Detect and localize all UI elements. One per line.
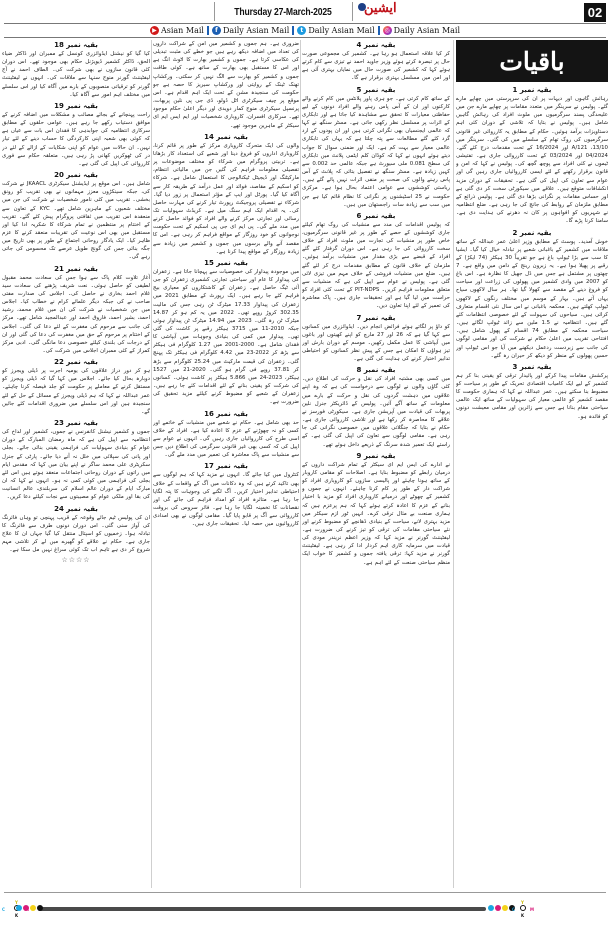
column-1: [2, 40, 150, 888]
section-text: راحت پہنچانے کے بجائے مصائب و مشکلات میں اضافہ کرنے کے موافق دستیاب رکھے جا رہے ہیں۔ عوامی حلقوں کے مطابق سرکاری انتظامیہ کی جوابدہی کا فقدان اس بات سے عیاں ہے کہ کوئی بھی شعبہ اپنی کارکردگی کا حساب دینے کے لئے تیار نہیں۔ ان حالات میں عوام کو اپنی شکایات کے ازالے کے لئے در در کی ٹھوکریں کھانی پڑ رہی ہیں۔ متعلقہ حکام سے فوری کارروائی کی اپیل کی گئی ہے۔: [2, 111, 150, 167]
black-dot: [37, 905, 43, 911]
continuation-9: [302, 451, 450, 567]
social-instagram[interactable]: [383, 26, 460, 35]
facebook-icon: f: [212, 26, 221, 35]
section-heading: بقیہ نمبر 6: [356, 211, 396, 220]
section-text: پرکشش مقامات پیدا کرکے اور پائیدار ترقی کو یقینی بنا کر ہم کشمیر کے لیے ایک کامیاب اقتصادی تحریک کے طور پر سیاحت کو مضبوط بنا سکتے ہیں۔ عمر عبداللہ نے کہا کہ ہماری حکومت کا مقصد کشمیر کو عالمی معیار کی سہولیات کے ساتھ ایک عالمی سیاحتی مقام بنانا ہے جس سے زائرین اور مقامی معیشت دونوں کو فائدہ ہو۔: [456, 372, 608, 420]
section-text: ہو کر دور دراز علاقوں کی یومیہ اجرت پر ڈیلی ویجرز کو دوبارہ بحال کیا جائے۔ اجلاس میں کہا گیا کہ ڈیلی ویجرز کو مستقل کرنے کے معاملے پر حکومت کو جلد فیصلہ کرنا چاہئے۔ عمر عبداللہ نے کہا کہ ہم ڈیلی ویجرز کے مسائل کے حل کے لئے سنجیدہ ہیں اور اس سلسلے میں ضروری اقدامات کئے جائیں گے۔: [2, 368, 150, 415]
section-text: کہ پولیس اقدامات کی مدد سے منشیات کی روک تھام کیلئے جاری کوششوں کے حصے کے طور پر غیر قانونی سرگرمیوں، خاص طور پر منشیات کی تجارت میں ملوث افراد کے خلاف سخت کارروائی کی جا رہی ہے۔ اس دوران گرفتار کئے گئے افراد کے قبضے سے بڑی مقدار میں منشیات برآمد ہوئیں۔ ملزمان کے خلاف قانون کے مطابق مقدمات درج کر لئے گئے ہیں۔ ضلع میں منشیات فروشی کے خلاف مہم میں تیزی لائی گئی ہے۔ پولیس نے عوام سے اپیل کی ہے کہ منشیات سے متعلق معلومات فراہم کریں۔ PIT-NDPS کے تحت کئی افراد کو حراست میں لیا گیا ہے اور تحقیقات جاری ہیں۔ پاک معاشرہ کی تعمیر کے لئے اپنا تعاون دیں۔: [302, 221, 450, 310]
section-text: میں کسی بھی مشتبہ افراد کی نقل و حرکت کی اطلاع دیں۔ کئی گاؤں والوں نے لوگوں سے درخواست کی ہے کہ وہ اپنے علاقوں میں دہشت گردوں کی نقل و حرکت کے بارے میں معلومات کے ساتھ آگے آئیں۔ پولیس کے ڈائریکٹر جنرل نلین پربھات کی قیادت میں آپریشن جاری ہے۔ سیکورٹی فورسز نے علاقے کا محاصرہ کر رکھا ہے اور تلاشی کارروائی جاری ہے۔ حکام نے بتایا کہ جنگلاتی علاقوں میں خصوصی نگرانی کی جا رہی ہے۔ مقامی لوگوں سے تعاون کی اپیل کی گئی ہے۔ کے راستے ایک تعمیر شدہ سرنگ کے ذریعے داخل ہوئے تھے۔: [302, 376, 450, 448]
social-label: Daily Asian Mail: [308, 25, 375, 35]
color-swatches: [488, 905, 515, 911]
section-heading: بقیہ نمبر 17: [204, 462, 248, 471]
logo-text: ایشین: [364, 1, 397, 16]
continuation-6: [302, 211, 450, 311]
color-swatches-left: [16, 905, 43, 911]
twitter-icon: t: [297, 26, 306, 35]
divider: [4, 37, 606, 38]
column-3: [302, 40, 450, 888]
divider: [214, 2, 215, 21]
registration-mark-icon: Y K: [521, 900, 525, 918]
continuation-5: [302, 85, 450, 209]
end-marker: ☆☆☆☆: [61, 556, 91, 565]
section-text: میں موجودہ پیداوار کی خصوصیات سے پہچانا جاتا ہے۔ زعفران کی پیداوار کا عام اور سیاحتی تجارتی کشمیری زعفران کو جی آئی ٹیگ حاصل ہے۔ زعفران کے کاشتکاروں کو معیاری بیج فراہم کئے جا رہے ہیں۔ ایک رپورٹ کے مطابق 2021 میں زعفران کی پیداوار 17.33 میٹرک ٹن رہی جس کی مالیت 302.35 کروڑ روپے تھی۔ 2022 میں یہ کم ہو کر 14.87 میٹرک ٹن رہ گئی۔ 2023 میں 14.94 میٹرک ٹن پیداوار ہوئی جبکہ 2010-11 میں 3715 ہیکٹر رقبے پر کاشت کی گئی تھی۔ پیداوار میں کمی کی بنیادی وجوہات میں آبپاشی کا فقدان شامل ہے۔ 2000-2001 میں 1.27 کلوگرام فی ہیکٹر سے بڑھ کر 2022-23 میں 4.42 کلوگرام فی ہیکٹر تک پہنچ گئی۔ زعفران کی قیمت مارکیٹ میں 25.24 کلوگرام سے بڑھ کر 37.81 روپے فی گرام ہو گئی۔ 2020-21 میں 1527 ہیکٹر، 2023-24 میں 5.866 ہیکٹر پر کاشت ہوئی۔ کسانوں کی شرکت کو یقینی بنانے کے لئے اقدامات کئے جا رہے ہیں۔ زعفران کے شعبے کو مضبوط کرنے کیلئے مزید تحقیق کی ضرورت ہے۔: [153, 268, 299, 406]
section-text: آغاز تلاوت کلام پاک سے ہوا جس کی سعادت محمد مقبول لطیفی کو حاصل ہوئی۔ نعت شریف پڑھنے کی سعادت سید غلام احمد بخاری نے حاصل کی۔ اجلاس کی صدارت مفتی صاحب نے کی جبکہ دیگر علمائے کرام نے خطاب کیا۔ اجلاس میں جن شخصیات نے شرکت کی ان میں غلام محمد، رشید احمد، بشیر احمد، فاروق احمد اور عبدالمجید شامل تھے۔ مرکز کی جانب سے مرحوم کی مغفرت کے لئے دعا کی گئی۔ اجلاس کے اختتام پر مرحوم کے حق میں مغفرت کی دعا کی گئی اور ان کے درجات کی بلندی کیلئے خصوصی دعا مانگی گئی۔ ادبی مرکز کمراز کے کئی ممبران اجلاس میں شرکت کی۔: [2, 274, 150, 354]
social-links: [0, 24, 610, 36]
section-text: کیا گیا کو نیشنل ایڈوائزری کونسل کے ممبران اور ڈاکٹر ضیاء الحق، ڈاکٹر کشمیر ڈیویژنل حکام بھی موجود تھے۔ اس دوران کئی قانون سازوں نے بھی شرکت کی۔ الطاف احمد نے آج لیفٹیننٹ گورنر منوج سنہا سے ملاقات کی۔ انہوں نے لیفٹیننٹ گورنر کو ترقیاتی منصوبوں کے بارے میں آگاہ کیا اور اس سلسلے میں مختلف اہم امور سے آگاہ کیا۔: [2, 51, 150, 98]
section-text: شامل ہیں۔ اس موقع پر ایڈیشنل سیکرٹری JKAACL نے شرکت کی، جبکہ سینکڑوں معزز مہمانوں نے بھی تقریب کو رونق بخشی۔ تقریب میں کئی نامور شخصیات نے شرکت کی جن میں مختلف شعبوں کے ماہرین شامل تھے۔ KYC کے تعاون سے منعقدہ اس تقریب میں ثقافتی پروگرام پیش کئے گئے۔ تقریب کے اختتام پر منتظمین نے تمام شرکاء کا شکریہ ادا کیا اور مستقبل میں بھی اس نوعیت کی تقریبات منعقد کرنے کا عزم ظاہر کیا۔ ایک یادگار روحانی اجتماع کے طور پر بھی تاریخ میں جگہ بنائی جس کی گونج طویل عرصے تک محسوس کی جاتی رہے گی۔: [2, 181, 150, 261]
section-text: جموں و کشمیر نیشنل کانفرنس نے جموں، کشمیر اور لداخ کی انتظامیہ سے اپیل کی ہے کہ ماہ رمضان المبارک کے دوران عوام کو بنیادی سہولیات کی فراہمی یقینی بنائی جائے۔ بجلی اور پانی کی سپلائی میں خلل نہ آنے دیا جائے۔ پارٹی کے جنرل سکریٹری علی محمد ساگر نے اپنے بیان میں کہا کہ مقدس ایام میں راتوں کے دوران روحانی اجتماعات منعقد ہوتے ہیں اس لئے بجلی کی فراہمی میں کوئی کمی نہ ہو۔ انہوں نے کہا کہ ان مبارک ایام کے دوران عالم اسلام کی سربلندی، عالم انسانیت کی بقا اور ملکی عوام کو مصیبتوں سے نجات کیلئے دعا کریں۔: [2, 429, 150, 501]
continuation-7: [302, 313, 450, 364]
section-heading: بقیہ نمبر 2: [512, 228, 552, 237]
section-heading: بقیہ نمبر 23: [54, 419, 98, 428]
divider: [207, 26, 209, 35]
youtube-icon: ▶: [150, 26, 159, 35]
section-text: کو داؤ پر لگاتے ہوئے فرائض انجام دیں۔ ایڈوائزری میں کسانوں سے کہا گیا ہے کہ 26 اور 27 مارچ کو اپنے کھیتوں اور باغوں میں آبپاشی کا عمل مکمل رکھیں۔ موسم کے دوران بارش اور تیز ہواؤں کا امکان ہے جس کے پیش نظر کسانوں کو احتیاطی تدابیر اختیار کرنے کی ہدایت کی گئی ہے۔: [302, 323, 450, 363]
section-heading: بقیہ نمبر 24: [54, 504, 98, 513]
column-4: [456, 40, 608, 888]
registration-mark-icon: Y K: [15, 900, 19, 918]
continuation-13-tail: [153, 40, 299, 130]
section-text: ان کی پولیس ٹیم جائے وقوعہ کے قریب پہنچی تو وہاں فائرنگ کی آواز سنی گئی۔ اس دوران دونوں طرف سے فائرنگ کا تبادلہ ہوا۔ زخمیوں کو اسپتال منتقل کیا گیا جہاں ان کا علاج جاری ہے۔ حکام نے علاقے کو گھیرے میں لے کر تلاشی مہم شروع کر دی ہے تاہم اب تک کوئی سراغ نہیں مل سکا ہے۔: [2, 514, 150, 554]
yellow-dot: [502, 905, 508, 911]
section-heading: بقیہ نمبر 3: [512, 362, 552, 371]
section-text: والوں کی ایک متحرک کاروباری مرکز کے طور پر قائم کرنا، کاروباری اداروں کو فروغ دینا اور شعبے کی استعداد کار بڑھانا ہے۔ تربیتی پروگرام میں شرکاء کو مختلف موضوعات پر تفصیلی معلومات فراہم کی گئیں جن میں مالیاتی انتظام، مارکیٹنگ اور ڈیجیٹل ٹیکنالوجی کا استعمال شامل ہے۔ شرکاء کو اسکیم کے مقاصد، فوائد اور عمل درآمد کے طریقہ کار سے آگاہ کیا گیا۔ پورٹل اور ایپ کے مؤثر استعمال پر زور دیا گیا۔ شرکاء نے تفصیلی پروجیکٹ رپورٹ تیار کرنے کی مہارت حاصل کی۔ یہ اقدام ایک اہم سنگ میل ہے۔ کریڈٹ سہولیات تک رسائی اور تجارتی مرکز کرنے والے افراد کو فوائد حاصل کرنے میں مدد ملے گی۔ پی ایم ای جی پی اسکیم کے تحت حکومت نوجوانوں کو خود روزگار کے مواقع فراہم کر رہی ہے۔ اس کا مقصد آنے والے برسوں میں جموں و کشمیر میں زیادہ سے زیادہ روزگار کے مواقع پیدا کرنا ہے۔: [153, 142, 299, 255]
continuation-1: [456, 85, 608, 226]
divider: [352, 2, 353, 21]
section-banner: باقیات: [456, 40, 608, 82]
continuation-3: [456, 362, 608, 421]
section-heading: بقیہ نمبر 22: [54, 358, 98, 367]
section-heading: بقیہ نمبر 15: [204, 258, 248, 267]
divider: [292, 26, 294, 35]
divider: [378, 26, 380, 35]
section-heading: بقیہ نمبر 7: [356, 313, 396, 322]
social-youtube[interactable]: [150, 26, 204, 35]
section-text: خوش آمدید۔ پوسٹ کے مطابق وزیر اعلیٰ عمر عبداللہ کے ساتھ ملاقات میں کشمیر کے باغبانی شعبے پر تبادلہ خیال کیا گیا۔ ایشیا کا سب سے بڑا ٹیولپ باغ ہے جو تقریباً 30 ہیکٹر (74 ایکڑ) کے رقبے پر پھیلا ہوا ہے۔ یہ زبرون رینج کے دامن میں واقع ہے۔ 7 چھتوں پر مشتمل ہے جس میں ڈل جھیل کا نظارہ ہے۔ اس باغ کو 2007 میں وادی کشمیر میں پھولوں کی زراعت اور سیاحت کو فروغ دینے کے مقصد سے کھولا گیا تھا۔ ہر سال لاکھوں سیاح یہاں آتے ہیں۔ بہار کے موسم میں مختلف رنگوں کے لاکھوں ٹیولپ کھلتے ہیں۔ محکمہ باغبانی نے اس سال نئی اقسام متعارف کرائی ہیں۔ سیاحوں کی سہولت کے لئے خصوصی انتظامات کئے گئے ہیں۔ انتظامیہ نے 1.5 ملین سے زائد ٹیولپ لگائے ہیں۔ سیاحت محکمہ کے مطابق 74 اقسام کے پھول شامل ہیں۔ افتتاحی تقریب میں اعلیٰ حکام نے شرکت کی اور مقامی لوگوں کی جانب سے زبردست ردعمل دیکھنے میں آیا جو اس ٹیولپ اور حسین پھولوں کے منظر کو دیکھ کر حیران رہ گئے۔: [456, 238, 608, 359]
continuation-24: [2, 504, 150, 555]
instagram-icon: ◎: [384, 26, 390, 34]
continuation-21: [2, 264, 150, 356]
divider: [4, 892, 606, 893]
section-heading: بقیہ نمبر 4: [356, 41, 396, 49]
color-swatches-left: [0, 905, 6, 911]
section-heading: بقیہ نمبر 19: [54, 101, 98, 110]
section-text: نے ادارے کی ایس ایم ای سیکٹر کے تمام شراکت داروں کے درمیان رابطے کو مضبوط بنایا ہے۔ اصلاحات کو مقامی کاروبار کے ساتھ ہونا چاہئے اور پالیسی سازوں کو کاروباری افراد کو شراکت دار کے طور پر کام کرنا چاہئے۔ انہوں نے جموں و کشمیر کے چھوٹے اور درمیانے کاروباری افراد کو مزید با اختیار بنانے کے عزم کا اعادہ کرتے ہوئے کہا کہ ہم پرعزم ہیں کہ ہماری صنعت بے مثال ترقی کرے۔ انہیں ٹور ازم سیکٹر میں مزید بہتری لانے، سیاحت کے بنیادی ڈھانچے کو مضبوط کرنے اور نئے سیاحتی مقامات کی ترقی کو تیز کرنے کی ضرورت ہے۔ لیفٹیننٹ گورنر نے مزید کہا کہ وزیر اعظم نریندر مودی کی قیادت میں سرمایہ کاری اہم کردار ادا کر رہی ہے۔ لیفٹیننٹ گورنر نے مزید کہا: ترقی یافتہ جموں و کشمیر کا خواب ایک منظم سیاحتی صنعت کے لئے اہم ہے۔: [302, 461, 450, 566]
continuation-18: [2, 40, 150, 99]
column-2: [153, 40, 299, 888]
continuation-23: [2, 418, 150, 501]
section-heading: بقیہ نمبر 14: [204, 132, 248, 141]
social-label: Daily Asian Mail: [393, 25, 461, 35]
continuation-2: [456, 228, 608, 360]
section-text: حد بھی شامل ہے۔ حکام نے شعبے میں منشیات کے خاتمے اور کسی کو نہ چھوڑنے کے عزم کا اعادہ کیا ہے۔ افراد کے خلاف اسی طرح کی کارروائیاں جاری رہیں گی۔ انہوں نے عوام سے اپیل کی کہ کسی بھی غیر قانونی سرگرمی کی اطلاع دیں جس سے منشیات سے پاک معاشرہ کی تعمیر میں مدد ملے گی۔: [153, 419, 299, 459]
continuation-4: [302, 40, 450, 83]
section-heading: بقیہ نمبر 20: [54, 171, 98, 180]
yellow-dot: [30, 905, 36, 911]
section-heading: بقیہ نمبر 1: [512, 86, 552, 94]
continuation-22: [2, 357, 150, 416]
continuation-8: [302, 365, 450, 448]
column-divider: [453, 40, 454, 888]
print-registration-bar: Y K C Y K C M: [2, 900, 534, 918]
continuation-16: [153, 409, 299, 460]
cyan-dot: [488, 905, 494, 911]
section-text: کر کیا علاقہ استعمال ہو رہا ہے۔ کشمیر کی مجموعی صورت حال پر تبصرہ کرتے ہوئے وزیر جاوید احمد نے تیزی سے کام کرتے ہوئے کہا کہ کشمیر کی صورت حال میں نمایاں بہتری آئی ہے اور امن میں مسلسل بہتری برقرار ہے گا۔: [302, 51, 450, 82]
magenta-dot: [23, 905, 29, 911]
section-text: رہائش گاہوں اور دیہات پر ان کی سرپرستی میں چھاپے مارے گئے۔ پولیس نے سرینگر میں متعدد مقامات پر چھاپے مارے جن میں علیحدگی پسند سرگرمیوں میں ملوث افراد کی رہائش گاہیں شامل ہیں۔ پولیس نے بتایا کہ تلاشی کے دوران کئی اہم دستاویزات برآمد ہوئیں۔ حکام کے مطابق یہ کارروائی غیر قانونی سرگرمیوں کی روک تھام کے سلسلے میں کی گئی۔ سرینگر میں 13/10، 121/A اور 16/2024 کے تحت مقدمات درج کئے گئے۔ 04/2024 اور 03/2024 کے تحت کارروائی جاری ہے۔ تفتیشی ٹیموں نے کئی افراد سے پوچھ گچھ کی۔ پولیس نے کہا کہ امن و قانون برقرار رکھنے کے لئے ایسی کارروائیاں جاری رہیں گی اور عوام سے تعاون کی اپیل کی گئی ہے۔ تحقیقات کے دوران مزید انکشافات متوقع ہیں۔ علاقے میں سیکورٹی سخت کر دی گئی ہے اور حساس مقامات پر نگرانی بڑھا دی گئی ہے۔ پولیس ذرائع کے مطابق ملزمان کے روابط کی جانچ کی جا رہی ہے۔ ضلع انتظامیہ نے شہریوں کو افواہوں پر کان نہ دھرنے کی ہدایت دی ہے۔ سامنا کرنا پڑے گا۔: [456, 96, 608, 225]
social-twitter[interactable]: [297, 26, 374, 35]
continuation-14: [153, 132, 299, 256]
page-number: 02: [584, 3, 606, 22]
magenta-dot: [495, 905, 501, 911]
section-heading: بقیہ نمبر 8: [356, 366, 396, 375]
column-divider: [300, 40, 301, 888]
continuation-17: [153, 461, 299, 528]
section-text: کے ساتھ کام کرتی ہے۔ جو ہری پاور پلانٹس میں کام کرنے والے کارکنوں اور ان کے آس پاس رہنے والے افراد دونوں کے لیے حفاظتی معیارات کا تحقق سے مشاہدہ کیا جاتا ہے اور تابکاری کے اثرات پر مسلسل نظر رکھی جاتی ہے۔ مسٹر سنگھ نے کہا کہ عالمی ایجنسیاں بھی نگرانی کرتی ہیں اور ان پودوں کے ارد گرد کئے گئے مطالعات سے پتہ چلتا ہے کہ یہاں کی تابکاری عالمی معیار سے بہت کم ہے۔ ایک اور ضمنی سوال کا جواب دیتے ہوئے انہوں نے کہا کہ کوڈان کلم ایٹمی پلانٹ میں تابکاری کی سطح 0.081 ملی سیورٹ ہے جبکہ عالمی حد 0.002 سے کہیں زیادہ ہے۔ مسٹر سنگھ نے تفصیل بتائی کہ پلانٹ کے آس پاس رہنے والوں کی صحت پر منفی اثرات نہیں پائے گئے ہیں۔ ریاستی کوششوں سے عوامی اعتماد بحال ہوا ہے۔ مرکزی حکومت نے 25 اسٹیشنوں پر نگرانی کا نظام قائم کیا ہے جن میں سب سے زیادہ سات راجستھان میں ہیں۔: [302, 95, 450, 208]
cyan-dot: [16, 905, 22, 911]
section-heading: بقیہ نمبر 16: [204, 409, 248, 418]
continuation-20: [2, 170, 150, 262]
section-heading: بقیہ نمبر 5: [356, 85, 396, 94]
cyan-label: C: [2, 907, 5, 912]
social-label: Asian Mail: [160, 25, 204, 35]
continuation-15: [153, 258, 299, 407]
article-columns: [2, 40, 608, 888]
section-heading: بقیہ نمبر 9: [356, 451, 396, 460]
press-bar: [38, 907, 486, 911]
continuation-19: [2, 101, 150, 168]
issue-date: Thursday 27-March-2025: [234, 6, 332, 18]
section-heading: بقیہ نمبر 18: [54, 41, 98, 49]
social-facebook[interactable]: [212, 26, 289, 35]
section-text: ضروری ہے۔ ہم جموں و کشمیر میں امن کے شراکت داروں کی تعداد میں اضافہ دیکھ رہے ہیں جو خطے کی مثبت تبدیلی کی عکاسی کرتا ہے۔ جموں و کشمیر بھارت کا اٹوٹ انگ ہے اور اس کا مستقبل بھی بھارت کے ساتھ ہے۔ کوئی طاقت جموں و کشمیر کو بھارت سے الگ نہیں کر سکتی۔ ورکشاپ تھنک ٹینک کے روایتی اور ورکشاپ سیریز کا حصہ ہے جو حکومت کی سنجیدہ مشن کے تحت ایک اہم اقدام ہے۔ اس موقع پر چیف سیکرٹری اٹل ڈولو، ڈی جی پی نلین پربھات، پرنسپل سیکرٹری منوج کمار دویدی اور دیگر اعلیٰ حکام موجود تھے۔ سرکاری افسران، کاروباری شخصیات اور ایم ایس ایم ای سیکٹر کے ماہرین موجود تھے۔: [153, 41, 299, 129]
newspaper-logo: [356, 0, 402, 24]
column-divider: [151, 40, 152, 888]
social-label: Daily Asian Mail: [222, 25, 290, 35]
section-heading: بقیہ نمبر 21: [54, 264, 98, 273]
section-text: کنٹرول میں کیا جائے گا۔ انہوں نے مزید کہا کہ ہم لوگوں سے بھی تاکید کرتے ہیں کہ وہ دکانات میں آگ کے واقعات کے خلاف احتیاطی تدابیر اختیار کریں۔ آگ لگنے کی وجوہات کا پتہ لگایا جا رہا ہے۔ متاثرہ افراد کو امداد فراہم کی جائے گی اور نقصانات کا تخمینہ لگایا جا رہا ہے۔ فائر سروس کی بروقت کارروائی سے آگ پر قابو پایا گیا۔ مقامی لوگوں نے بھی امدادی کارروائیوں میں حصہ لیا۔ تحقیقات جاری ہیں۔: [153, 472, 299, 528]
